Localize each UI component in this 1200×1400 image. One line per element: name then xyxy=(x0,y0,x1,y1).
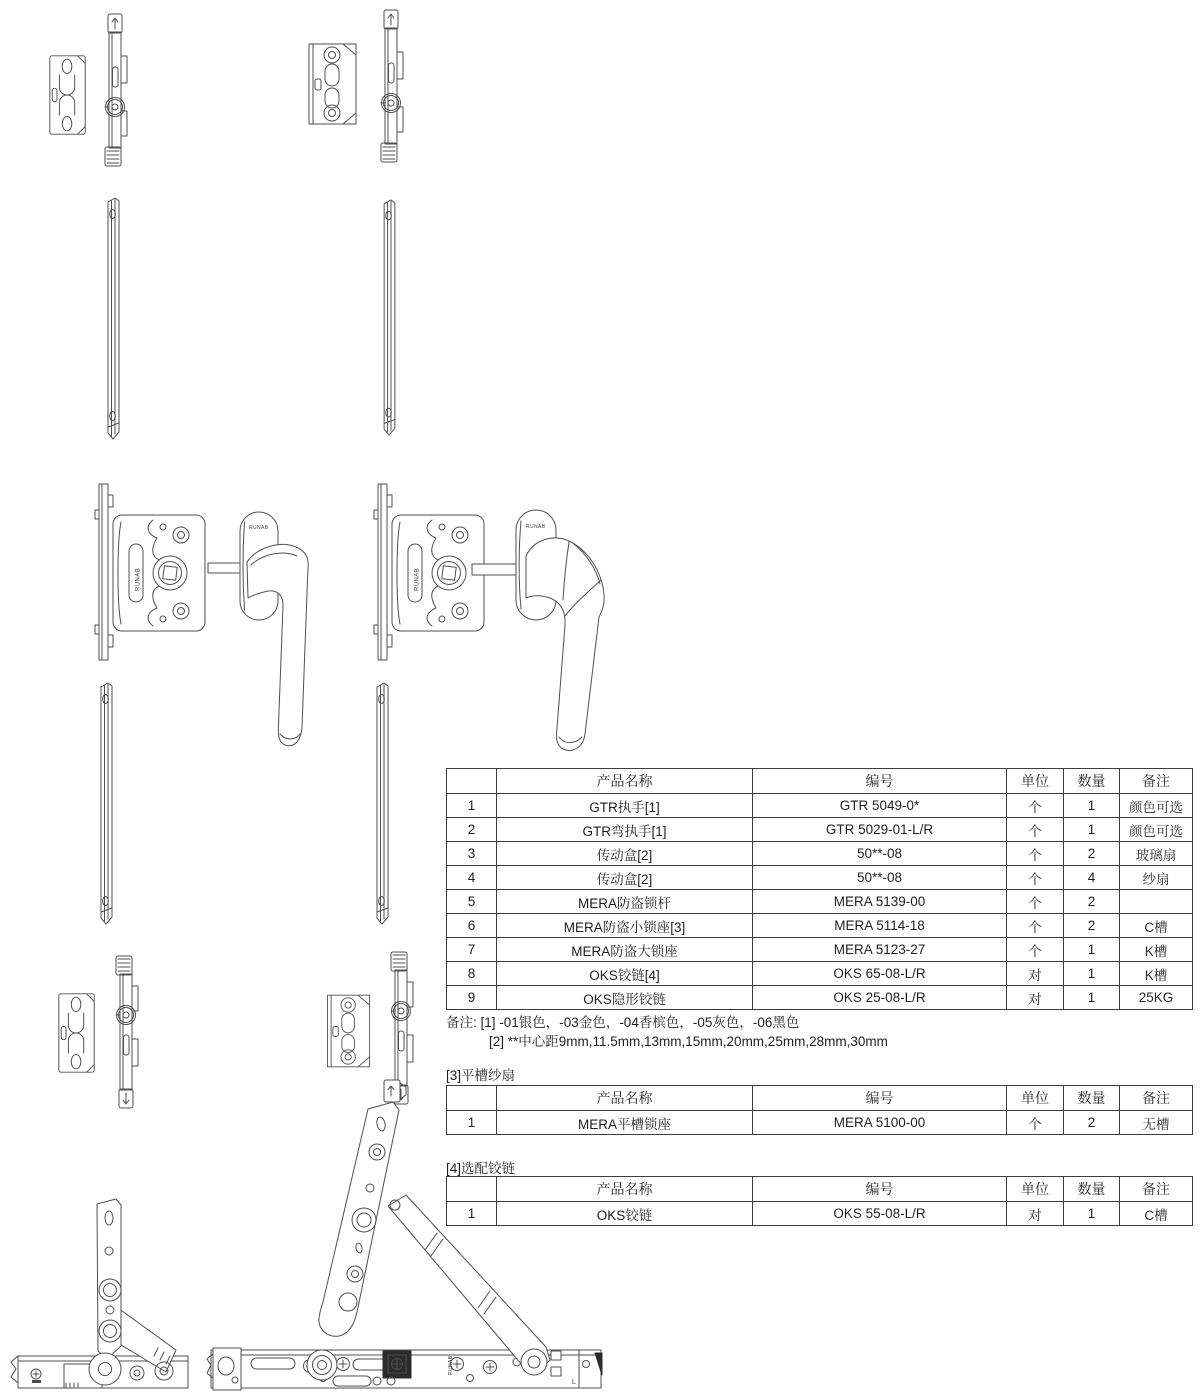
table-row xyxy=(447,866,1193,890)
table-row xyxy=(447,794,1193,818)
cell-unit: 对 xyxy=(1007,986,1064,1010)
screen-sash-table xyxy=(446,1085,1193,1135)
table-row xyxy=(447,1111,1193,1135)
table-header-row xyxy=(447,1086,1193,1111)
cell-unit: 个 xyxy=(1007,794,1064,818)
cell-qty: 1 xyxy=(1064,938,1120,962)
cell-qty: 1 xyxy=(1064,986,1120,1010)
table-row xyxy=(447,818,1193,842)
notes-line2: [2] **中心距9mm,11.5mm,13mm,15mm,20mm,25mm,28mm,30mm xyxy=(489,1034,888,1049)
cell-qty: 2 xyxy=(1064,890,1120,914)
cell-code: 50**-08 xyxy=(753,842,1007,866)
drawing-lock-rod-3 xyxy=(93,672,121,936)
cell-unit: 对 xyxy=(1007,1202,1064,1226)
cell-no: 6 xyxy=(447,914,497,938)
drawing-drive-bar-top-right xyxy=(368,8,418,164)
cell-unit: 个 xyxy=(1007,914,1064,938)
col-qty: 数量 xyxy=(1064,1177,1120,1202)
cell-name: GTR弯执手[1] xyxy=(497,818,753,842)
cell-name: MERA防盗大锁座 xyxy=(497,938,753,962)
col-product-name: 产品名称 xyxy=(497,769,753,794)
col-qty: 数量 xyxy=(1064,1086,1120,1111)
cell-name: OKS铰链 xyxy=(497,1202,753,1226)
cell-remark: 纱扇 xyxy=(1120,866,1193,890)
cell-unit: 个 xyxy=(1007,1111,1064,1135)
notes-prefix: 备注: xyxy=(446,1015,477,1030)
drawing-lock-rod-2 xyxy=(376,198,404,438)
drawing-big-keeper-top xyxy=(303,36,363,132)
cell-code: GTR 5049-0* xyxy=(753,794,1007,818)
cell-code: OKS 55-08-L/R xyxy=(753,1202,1007,1226)
drawing-big-keeper-bottom xyxy=(322,988,376,1074)
col-code: 编号 xyxy=(753,1177,1007,1202)
table-row xyxy=(447,842,1193,866)
cell-code: OKS 25-08-L/R xyxy=(753,986,1007,1010)
cell-remark: K槽 xyxy=(1120,938,1193,962)
drawing-gearbox-glass-sash xyxy=(93,482,218,662)
cell-qty: 2 xyxy=(1064,1111,1120,1135)
cell-no: 7 xyxy=(447,938,497,962)
cell-qty: 2 xyxy=(1064,914,1120,938)
drawing-small-keeper-top xyxy=(46,52,90,138)
col-remark: 备注 xyxy=(1120,1177,1193,1202)
col-qty: 数量 xyxy=(1064,769,1120,794)
cell-no: 1 xyxy=(447,1111,497,1135)
cell-code: GTR 5029-01-L/R xyxy=(753,818,1007,842)
cell-qty: 1 xyxy=(1064,1202,1120,1226)
col-no xyxy=(447,769,497,794)
drawing-lock-rod-4 xyxy=(369,672,397,936)
col-no xyxy=(447,1177,497,1202)
drawing-drive-bar-top-left xyxy=(92,12,142,168)
cell-remark: C槽 xyxy=(1120,1202,1193,1226)
optional-hinge-table xyxy=(446,1176,1193,1226)
col-unit: 单位 xyxy=(1007,1177,1064,1202)
cell-code: MERA 5123-27 xyxy=(753,938,1007,962)
cell-name: MERA防盗锁杆 xyxy=(497,890,753,914)
main-parts-table xyxy=(446,768,1193,1010)
col-unit: 单位 xyxy=(1007,1086,1064,1111)
table-header-row xyxy=(447,769,1193,794)
cell-no: 9 xyxy=(447,986,497,1010)
cell-remark: K槽 xyxy=(1120,962,1193,986)
hinge-table-label: [4]选配铰链 xyxy=(446,1161,516,1176)
cell-name: OKS隐形铰链 xyxy=(497,986,753,1010)
cell-unit: 个 xyxy=(1007,866,1064,890)
drawing-lock-rod-1 xyxy=(100,196,128,442)
hinge-size-label: L xyxy=(572,1379,577,1386)
cell-no: 1 xyxy=(447,1202,497,1226)
col-product-name: 产品名称 xyxy=(497,1086,753,1111)
cell-no: 8 xyxy=(447,962,497,986)
cell-name: MERA防盗小锁座[3] xyxy=(497,914,753,938)
table-header-row xyxy=(447,1177,1193,1202)
cell-remark: 25KG xyxy=(1120,986,1193,1010)
drawing-bent-handle xyxy=(470,504,622,754)
cell-qty: 1 xyxy=(1064,794,1120,818)
cell-unit: 个 xyxy=(1007,890,1064,914)
drawing-straight-handle xyxy=(206,506,312,752)
cell-code: OKS 65-08-L/R xyxy=(753,962,1007,986)
cell-qty: 4 xyxy=(1064,866,1120,890)
brand-logo: RUNAB xyxy=(249,525,269,531)
cell-no: 2 xyxy=(447,818,497,842)
col-remark: 备注 xyxy=(1120,769,1193,794)
cell-remark: 无槽 xyxy=(1120,1111,1193,1135)
col-remark: 备注 xyxy=(1120,1086,1193,1111)
cell-code: MERA 5100-00 xyxy=(753,1111,1007,1135)
table-row xyxy=(447,914,1193,938)
cell-unit: 个 xyxy=(1007,938,1064,962)
table-row xyxy=(447,986,1193,1010)
notes-block xyxy=(446,1013,888,1051)
table-row xyxy=(447,890,1193,914)
col-code: 编号 xyxy=(753,769,1007,794)
cell-remark: 颜色可选 xyxy=(1120,794,1193,818)
drawing-hidden-hinge xyxy=(8,1190,198,1395)
cell-no: 3 xyxy=(447,842,497,866)
cell-unit: 个 xyxy=(1007,818,1064,842)
notes-line1: [1] -01银色，-03金色，-04香槟色，-05灰色，-06黑色 xyxy=(480,1015,800,1030)
cell-remark: C槽 xyxy=(1120,914,1193,938)
table-row xyxy=(447,962,1193,986)
cell-qty: 1 xyxy=(1064,962,1120,986)
cell-unit: 个 xyxy=(1007,842,1064,866)
cell-remark: 玻璃扇 xyxy=(1120,842,1193,866)
col-product-name: 产品名称 xyxy=(497,1177,753,1202)
cell-remark: 颜色可选 xyxy=(1120,818,1193,842)
cell-no: 5 xyxy=(447,890,497,914)
cell-name: GTR执手[1] xyxy=(497,794,753,818)
cell-name: MERA平槽锁座 xyxy=(497,1111,753,1135)
table-row xyxy=(447,1202,1193,1226)
cell-remark xyxy=(1120,890,1193,914)
cell-unit: 对 xyxy=(1007,962,1064,986)
brand-logo: RUNAB xyxy=(526,524,546,530)
brand-logo: RUNAB xyxy=(448,1355,454,1375)
table-row xyxy=(447,938,1193,962)
cell-no: 1 xyxy=(447,794,497,818)
col-no xyxy=(447,1086,497,1111)
cell-code: MERA 5114-18 xyxy=(753,914,1007,938)
cell-name: 传动盒[2] xyxy=(497,842,753,866)
drawing-drive-bar-bottom-left xyxy=(103,954,153,1110)
col-code: 编号 xyxy=(753,1086,1007,1111)
cell-qty: 2 xyxy=(1064,842,1120,866)
col-unit: 单位 xyxy=(1007,769,1064,794)
cell-code: MERA 5139-00 xyxy=(753,890,1007,914)
cell-qty: 1 xyxy=(1064,818,1120,842)
cell-code: 50**-08 xyxy=(753,866,1007,890)
cell-name: OKS铰链[4] xyxy=(497,962,753,986)
drawing-small-keeper-bottom xyxy=(55,990,99,1076)
screen-table-label: [3]平槽纱扇 xyxy=(446,1068,516,1083)
cell-no: 4 xyxy=(447,866,497,890)
cell-name: 传动盒[2] xyxy=(497,866,753,890)
